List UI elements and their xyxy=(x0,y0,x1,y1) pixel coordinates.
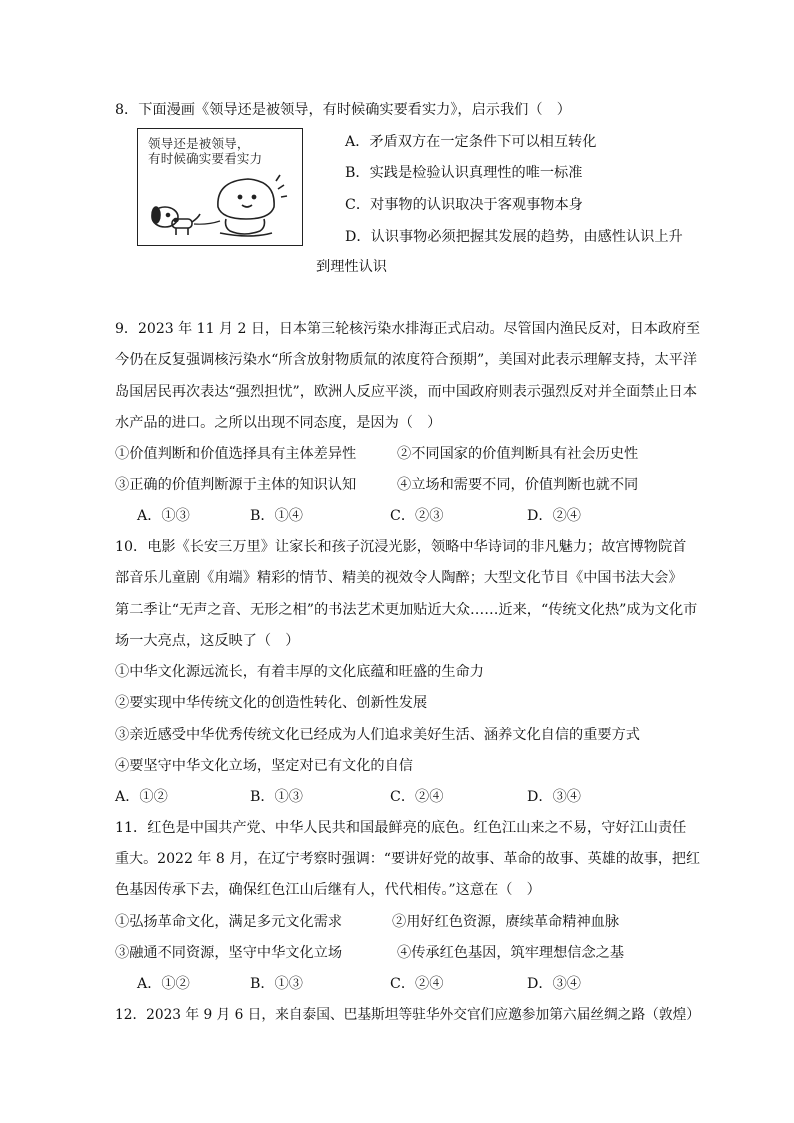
q10-choice-c[interactable]: C．②④ xyxy=(390,789,444,805)
q10-stem-line1: 10．电影《长安三万里》让家长和孩子沉浸光影，领略中华诗词的非凡魅力；故宫博物院首 xyxy=(115,539,687,555)
q9-choice-c[interactable]: C．②③ xyxy=(390,508,444,524)
q11-item-3: ③融通不同资源，坚守中华文化立场 xyxy=(115,945,343,961)
q10-stem-line2: 部音乐儿童剧《甪端》精彩的情节、精美的视效令人陶醉；大型文化节目《中国书法大会》 xyxy=(115,570,683,586)
q9-choice-d[interactable]: D．②④ xyxy=(527,508,581,524)
q8-option-d[interactable]: D．认识事物必须把握其发展的趋势，由感性认识上升 xyxy=(345,229,683,245)
q10-item-4: ④要坚守中华文化立场，坚定对已有文化的自信 xyxy=(115,758,413,774)
q9-item-1: ①价值判断和价值选择具有主体差异性 xyxy=(115,446,357,462)
q9-stem-line3: 岛国居民再次表达“强烈担忧”，欧洲人反应平淡，而中国政府则表示强烈反对并全面禁止日本 xyxy=(115,384,698,400)
q8-option-a[interactable]: A．矛盾双方在一定条件下可以相互转化 xyxy=(345,134,597,150)
q10-item-3: ③亲近感受中华优秀传统文化已经成为人们追求美好生活、涵养文化自信的重要方式 xyxy=(115,727,640,743)
q9-item-2: ②不同国家的价值判断具有社会历史性 xyxy=(397,446,639,462)
q9-stem-line1: 9．2023 年 11 月 2 日，日本第三轮核污染水排海正式启动。尽管国内渔民反对，日本政府至 xyxy=(115,321,701,337)
q11-stem-line1: 11．红色是中国共产党、中华人民共和国最鲜亮的底色。红色江山来之不易，守好江山责任 xyxy=(115,820,687,836)
q12-stem-line1: 12．2023 年 9 月 6 日，来自泰国、巴基斯坦等驻华外交官们应邀参加第六届丝绸之路（敦煌） xyxy=(115,1007,700,1023)
q10-choice-d[interactable]: D．③④ xyxy=(527,789,581,805)
q11-item-4: ④传承红色基因，筑牢理想信念之基 xyxy=(397,945,625,961)
q9-item-3: ③正确的价值判断源于主体的知识认知 xyxy=(115,477,357,493)
dog-figure xyxy=(152,207,200,235)
cartoon-caption-line1: 领导还是被领导， xyxy=(148,136,250,151)
q8-option-d-cont: 到理性认识 xyxy=(316,259,387,275)
cartoon-drawing xyxy=(138,129,304,247)
q9-stem-line4: 水产品的进口。之所以出现不同态度，是因为（ ） xyxy=(115,415,442,431)
q10-choice-b[interactable]: B．①③ xyxy=(250,789,303,805)
q10-item-1: ①中华文化源远流长，有着丰厚的文化底蕴和旺盛的生命力 xyxy=(115,664,484,680)
q11-choice-b[interactable]: B．①③ xyxy=(250,976,303,992)
q10-stem-line4: 场一大亮点，这反映了（ ） xyxy=(115,633,300,649)
q9-stem-line2: 今仍在反复强调核污染水“所含放射物质氚的浓度符合预期”，美国对此表示理解支持，太平洋 xyxy=(115,352,698,368)
q11-choice-a[interactable]: A．①② xyxy=(137,976,190,992)
q9-choice-b[interactable]: B．①④ xyxy=(250,508,303,524)
q9-choice-a[interactable]: A．①③ xyxy=(137,508,190,524)
q11-stem-line2: 重大。2022 年 8 月，在辽宁考察时强调：“要讲好党的故事、革命的故事、英雄的故事，把红 xyxy=(115,851,701,867)
q10-item-2: ②要实现中华传统文化的创造性转化、创新性发展 xyxy=(115,695,428,711)
cartoon-caption-line2: 有时候确实要看实力 xyxy=(148,151,263,166)
q11-item-2: ②用好红色资源，赓续革命精神血脉 xyxy=(392,914,620,930)
round-figure xyxy=(218,175,287,236)
q11-choice-c[interactable]: C．②④ xyxy=(390,976,444,992)
q9-item-4: ④立场和需要不同，价值判断也就不同 xyxy=(397,477,639,493)
q8-stem: 8．下面漫画《领导还是被领导，有时候确实要看实力》，启示我们（ ） xyxy=(115,102,571,118)
q10-stem-line3: 第二季让“无声之音、无形之相”的书法艺术更加贴近大众……近来，“传统文化热”成为文化市 xyxy=(115,602,698,618)
q11-item-1: ①弘扬革命文化，满足多元文化需求 xyxy=(115,914,343,930)
q11-choice-d[interactable]: D．③④ xyxy=(527,976,581,992)
q11-stem-line3: 色基因传承下去，确保红色江山后继有人，代代相传。”这意在（ ） xyxy=(115,882,541,898)
q8-option-c[interactable]: C．对事物的认识取决于客观事物本身 xyxy=(345,197,583,213)
q8-option-b[interactable]: B．实践是检验认识真理性的唯一标准 xyxy=(345,165,583,181)
q10-choice-a[interactable]: A．①② xyxy=(115,789,168,805)
cartoon-image xyxy=(137,128,303,246)
